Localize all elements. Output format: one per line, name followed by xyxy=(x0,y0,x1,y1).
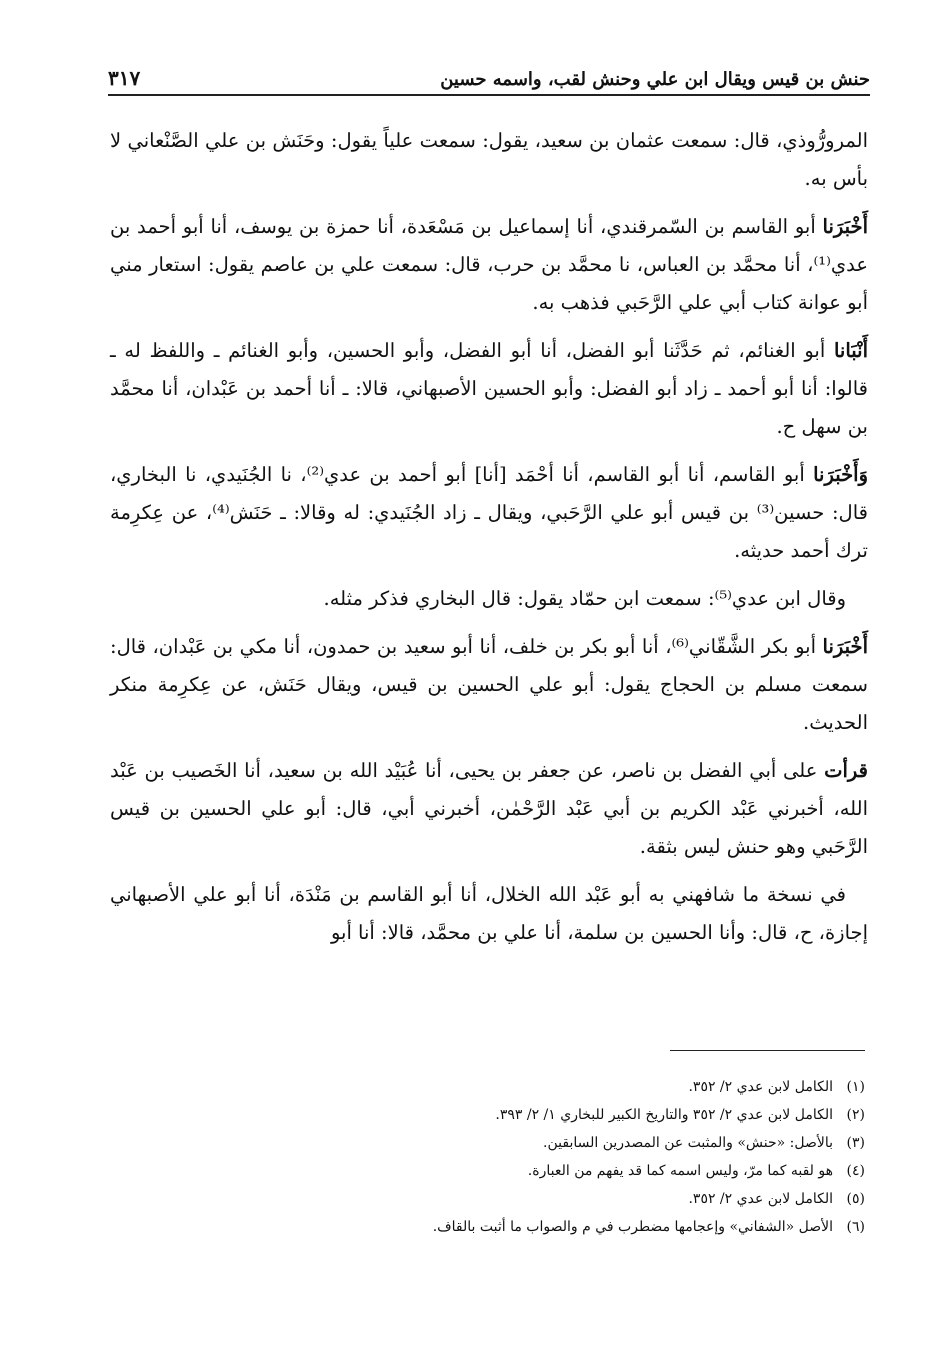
running-title: حنش بن قيس ويقال ابن علي وحنش لقب، واسمه حسين xyxy=(440,69,870,90)
footnote-text: الأصل «الشفاني» وإعجامها مضطرب في م والصواب ما أثبت بالقاف. xyxy=(432,1219,833,1235)
paragraph xyxy=(110,876,868,952)
paragraph xyxy=(110,122,868,198)
footnote-number: (٤) xyxy=(846,1163,865,1179)
footnote xyxy=(110,1101,865,1129)
footnote xyxy=(110,1213,865,1241)
paragraph xyxy=(110,208,868,322)
footnote xyxy=(110,1073,865,1101)
footnote-text: هو لقبه كما مرّ، وليس اسمه كما قد يفهم من العبارة. xyxy=(527,1163,833,1179)
footnote-text: الكامل لابن عدي ٢/ ٣٥٢ والتاريخ الكبير للبخاري ١/ ٢/ ٣٩٣. xyxy=(495,1107,833,1123)
paragraph xyxy=(110,752,868,866)
paragraph-lead: أَنْبَانا xyxy=(833,339,868,362)
paragraph-text: وقال ابن عدي⁽⁵⁾: سمعت ابن حمّاد يقول: قال البخاري فذكر مثله. xyxy=(323,587,846,610)
paragraph-lead: أَخْبَرَنا xyxy=(822,215,868,238)
footnote-number: (٢) xyxy=(846,1107,865,1123)
footnote-number: (٦) xyxy=(846,1219,865,1235)
footnote-separator xyxy=(670,1050,865,1051)
paragraph-lead: وَأَخْبَرَنا xyxy=(813,463,868,486)
paragraph-lead: قرأت xyxy=(824,759,868,782)
footnote-number: (٥) xyxy=(846,1191,865,1207)
paragraph xyxy=(110,332,868,446)
paragraph-text: أبو بكر الشَّقّاني⁽⁶⁾، أنا أبو بكر بن خلف، أنا أبو سعيد بن حمدون، أنا مكي بن عَبْدان، قال: سمعت مسلم بن الحجاج يقول: أبو علي الحسين بن قيس، ويقال حَنَش، عن عِكرِمة منكر الحديث. xyxy=(110,635,868,734)
paragraph-text: المرورُّوذي، قال: سمعت عثمان بن سعيد، يقول: سمعت علياً يقول: وحَنَش بن علي الصَّنْعاني لا بأس به. xyxy=(110,129,868,190)
paragraph xyxy=(110,456,868,570)
paragraph-text: أبو الغنائم، ثم حَدَّثَنا أبو الفضل، أنا أبو الفضل، وأبو الحسين، وأبو الغنائم ـ واللفظ له ـ قالوا: أنا أبو أحمد ـ زاد أبو الفضل: وأبو الحسين الأصبهاني، قالا: ـ أنا أحمد بن عَبْدان، أنا محمَّد بن سهل ح. xyxy=(110,339,868,438)
footnote-text: الكامل لابن عدي ٢/ ٣٥٢. xyxy=(688,1079,833,1095)
footnote-number: (١) xyxy=(846,1079,865,1095)
paragraph-text: أبو القاسم بن السّمرقندي، أنا إسماعيل بن مَسْعَدة، أنا حمزة بن يوسف، أنا أبو أحمد بن عدي⁽¹⁾، أنا محمَّد بن العباس، نا محمَّد بن حرب، قال: سمعت علي بن عاصم يقول: استعار مني أبو عوانة كتاب أبي علي الرَّحَبي فذهب به. xyxy=(110,215,868,314)
paragraph-text: أبو القاسم، أنا أبو القاسم، أنا أحْمَد [أنا] أبو أحمد بن عدي⁽²⁾، نا الجُنَيدي، نا البخاري، قال: حسين⁽³⁾ بن قيس أبو علي الرَّحَبي، ويقال ـ زاد الجُنَيدي: له وقالا: ـ حَنَش⁽⁴⁾، عن عِكرِمة ترك أحمد حديثه. xyxy=(110,463,868,562)
footnote xyxy=(110,1157,865,1185)
footnote-text: الكامل لابن عدي ٢/ ٣٥٢. xyxy=(688,1191,833,1207)
footnote xyxy=(110,1129,865,1157)
paragraph xyxy=(110,580,868,618)
paragraph xyxy=(110,628,868,742)
footnote-text: بالأصل: «حنش» والمثبت عن المصدرين السابقين. xyxy=(543,1135,833,1151)
page-number: ٣١٧ xyxy=(108,66,141,90)
footnote-number: (٣) xyxy=(846,1135,865,1151)
footnote xyxy=(110,1185,865,1213)
main-text xyxy=(110,122,868,962)
footnotes xyxy=(110,1073,865,1241)
paragraph-text: في نسخة ما شافهني به أبو عَبْد الله الخلال، أنا أبو القاسم بن مَنْدَة، أنا أبو علي الأصبهاني إجازة، ح، قال: وأنا الحسين بن سلمة، أنا علي بن محمَّد، قالا: أنا أبو xyxy=(110,883,868,944)
paragraph-text: على أبي الفضل بن ناصر، عن جعفر بن يحيى، أنا عُبَيْد الله بن سعيد، أنا الخَصيب بن عَبْد الله، أخبرني عَبْد الكريم بن أبي عَبْد الرَّحْمٰن، أخبرني أبي، قال: أبو علي الحسين بن قيس الرَّحَبي وهو حنش ليس بثقة. xyxy=(110,759,868,858)
paragraph-lead: أَخْبَرَنا xyxy=(822,635,869,658)
page-header xyxy=(108,60,870,96)
